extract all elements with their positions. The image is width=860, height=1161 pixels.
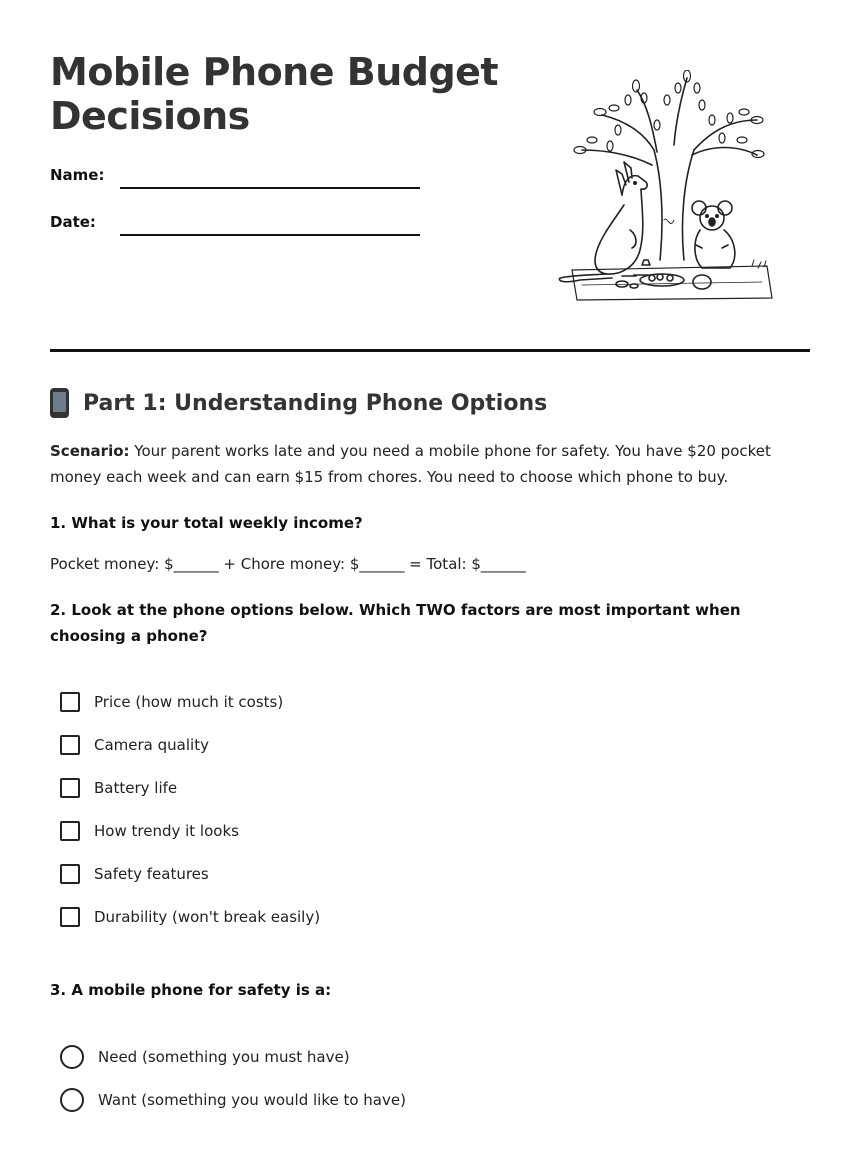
checkbox[interactable] — [60, 907, 80, 927]
scenario-paragraph — [50, 438, 800, 490]
income-formula: Pocket money: $______ + Chore money: $______ = Total: $______ — [50, 555, 526, 573]
checkbox-option[interactable] — [60, 862, 209, 886]
question-2: 2. Look at the phone options below. Which TWO factors are most important when choosing a phone? — [50, 601, 741, 645]
radio-label: Need (something you must have) — [98, 1048, 350, 1066]
checkbox-option[interactable] — [60, 776, 177, 800]
date-label: Date: — [50, 213, 96, 231]
checkbox[interactable] — [60, 735, 80, 755]
checkbox-label: Durability (won't break easily) — [94, 908, 321, 926]
checkbox-label: How trendy it looks — [94, 822, 239, 840]
question-1: 1. What is your total weekly income? — [50, 514, 363, 532]
checkbox-label: Price (how much it costs) — [94, 693, 284, 711]
date-field[interactable] — [120, 234, 420, 236]
question-3: 3. A mobile phone for safety is a: — [50, 981, 332, 999]
radio-button[interactable] — [60, 1088, 84, 1112]
checkbox[interactable] — [60, 778, 80, 798]
kangaroo-koala-picnic-illustration — [552, 70, 782, 305]
name-label: Name: — [50, 166, 105, 184]
checkbox-option[interactable] — [60, 905, 320, 929]
checkbox-option[interactable] — [60, 690, 283, 714]
checkbox[interactable] — [60, 821, 80, 841]
radio-option[interactable] — [60, 1088, 406, 1112]
name-field[interactable] — [120, 187, 420, 189]
checkbox-option[interactable] — [60, 819, 239, 843]
scenario-label: Scenario: — [50, 442, 130, 460]
checkbox[interactable] — [60, 864, 80, 884]
radio-button[interactable] — [60, 1045, 84, 1069]
radio-option[interactable] — [60, 1045, 350, 1069]
part1-title: Part 1: Understanding Phone Options — [83, 390, 548, 416]
checkbox-label: Battery life — [94, 779, 178, 797]
scenario-text: Your parent works late and you need a mobile phone for safety. You have $20 pocket money each week and can earn $15 from chores. You need to choose which phone to buy. — [50, 442, 771, 486]
page-title: Mobile Phone Budget Decisions — [50, 50, 499, 138]
radio-label: Want (something you would like to have) — [98, 1091, 406, 1109]
checkbox-option[interactable] — [60, 733, 209, 757]
section-divider — [50, 349, 810, 352]
checkbox-label: Safety features — [94, 865, 209, 883]
mobile-phone-icon — [50, 388, 69, 418]
part1-heading — [50, 388, 547, 418]
checkbox[interactable] — [60, 692, 80, 712]
checkbox-label: Camera quality — [94, 736, 209, 754]
